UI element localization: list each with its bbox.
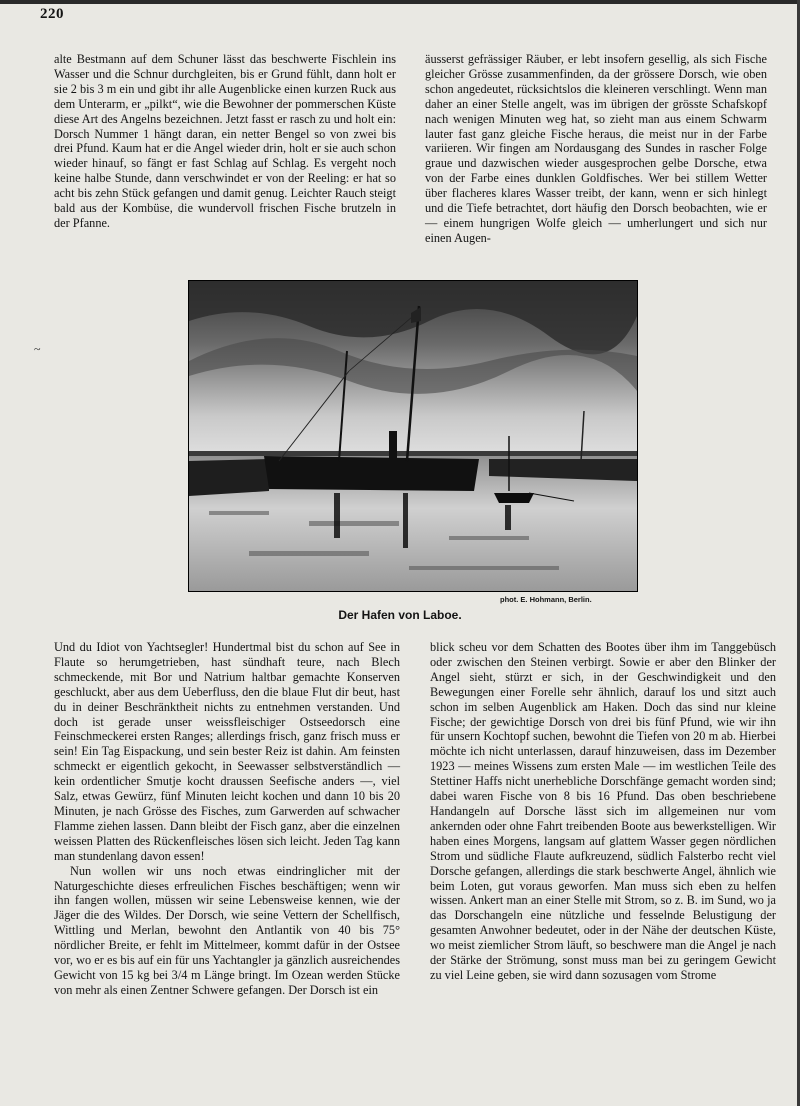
page-number: 220 <box>40 6 64 22</box>
column-bottom-right <box>430 640 776 983</box>
photo-caption: Der Hafen von Laboe. <box>338 608 462 622</box>
column-top-right <box>425 52 767 246</box>
scan-edge-top <box>0 0 800 4</box>
column-top-left <box>54 52 396 231</box>
paragraph: Nun wollen wir uns noch etwas eindringlicher mit der Naturgeschichte dieses erfreulichen Fisches beschäftigen; wenn wir ihn fangen wollen, müssen wir seine Lebensweise kennen, wie der Jäger die des Wildes. Der Dorsch, wie seine Vettern der Schellfisch, Wittling und Merlan, bewohnt den Antlantik von 40 bis 75° nördlicher Breite, er fehlt im Mittelmeer, kommt dafür in der Ostsee vor, wo er es bis auf ein für uns Yachtangler ja gänzlich ausreichendes Gewicht von 15 kg bei 3/4 m Länge bringt. Im Ozean werden Stücke von mehr als einen Zentner Schwere gefangen. Der Dorsch ist ein <box>54 863 400 997</box>
photo-credit: phot. E. Hohmann, Berlin. <box>500 595 592 604</box>
column-bottom-left <box>54 640 400 998</box>
harbor-photo <box>188 280 638 592</box>
print-speck: ~ <box>34 342 41 356</box>
paragraph: äusserst gefrässiger Räuber, er lebt insofern gesellig, als sich Fische gleicher Grösse zusammenfinden, da der grössere Dorsch, wie oben schon angedeutet, rücksichtslos die kleineren verschlingt. Wenn man daher an einer Stelle angelt, was im übrigen der grösste Schafskopf nach wenigen Minuten weg hat, so zieht man aus einem Schwarm lauter fast ganz gleiche Fische heraus, die meist nur in der Farbe variieren. Wir fingen am Nordausgang des Sundes in rascher Folge graue und dazwischen wieder ausgesprochen gelbe Dorsche, etwa von der Farbe eines dunklen Goldfisches. Wer bei stillem Wetter über flacheres klares Wasser treibt, der kann, wenn er sich hinlegt und die Tiefe betrachtet, dort häufig den Dorsch beobachten, wie er — einem hungrigen Wolfe gleich — umherlungert und sich nur einen Augen- <box>425 52 767 245</box>
paragraph: blick scheu vor dem Schatten des Bootes über ihm im Tanggebüsch oder zwischen den Steinen verbirgt. Sowie er aber den Blinker der Angel sieht, stürzt er sich, in der Geschwindigkeit und den Bewegungen einer Forelle sehr ähnlich, darauf los und sitzt auch schon im selben Augenblick am Haken. Doch das sind nur kleine Fische; der gewichtige Dorsch von drei bis fünf Pfund, wie wir ihn für unsern Kochtopf suchen, bewohnt die Tiefen von 20 m ab. Hierbei möchte ich nicht unterlassen, darauf hinzuweisen, dass im Dezember 1923 — meines Wissens zum ersten Male — im westlichen Teile des Stettiner Haffs nicht unerhebliche Dorschfänge gemacht worden sind; dabei waren Fische von 8 bis 16 Pfund. Das oben beschriebene Handangeln auf Dorsche lässt sich im allgemeinen nur vom ankernden oder ohne Fahrt treibenden Boote aus bewerkstelligen. Wir haben eines Morgens, langsam auf glattem Wasser gegen nördlichen Strom und südliche Flaute aufkreuzend, südlich Falsterbo recht viel Dorsche gefangen, allerdings die stark beschwerte Angel, ähnlich wie beim Loten, gut voraus geworfen. Man muss sich eben zu helfen wissen. Ankert man an einer Stelle mit Strom, so z. B. im Sund, wo ja das Dorschangeln eine nützliche und fesselnde Belustigung der gesamten Anwohner bedeutet, oder in der Nähe der deutschen Küste, wo meist ziemlicher Strom läuft, so beschwere man die Angel je nach der Stärke der Strömung, sonst muss man bei zu geringem Gewicht zu viel Leine geben, sie wird dann sozusagen vom Strome <box>430 640 776 982</box>
paragraph: alte Bestmann auf dem Schuner lässt das beschwerte Fischlein ins Wasser und die Schnur durchgleiten, bis er Grund fühlt, dann holt er sie 2 bis 3 m ein und gibt ihr alle Augenblicke einen kurzen Ruck aus dem Unterarm, er „pilkt“, wie die Bewohner der pommerschen Küste diese Art des Angelns bezeichnen. Jetzt fasst er rasch zu und holt ein: Dorsch Nummer 1 hängt daran, ein netter Bengel so von zwei bis drei Pfund. Kaum hat er die Angel wieder drin, holt er sie auch schon wieder hinauf, so fängt er fast Schlag auf Schlag. Es vergeht noch keine halbe Stunde, dann verschwindet er von der Reeling: er hat so acht bis zehn Stück gefangen und damit genug. Leichter Rauch steigt bald aus der Kombüse, die wundervoll frischen Fische brutzeln in der Pfanne. <box>54 52 396 230</box>
paragraph: Und du Idiot von Yachtsegler! Hundertmal bist du schon auf See in Flaute so herumgetrieben, hast sündhaft teure, nach Blech schmeckende, mit Bor und Natrium haltbar gemachte Konserven geschluckt, aber aus dem Ueberfluss, den die blaue Flut dir beut, hast du in deiner Beschränktheit nichts zu entnehmen verstanden. Und doch ist gerade unser weissfleischiger Ostseedorsch eine Feinschmeckerei ersten Ranges; allerdings frisch, ganz frisch muss er sein! Ein Tag Eispackung, und sein bester Reiz ist dahin. Am feinsten schmeckt er eigentlich gekocht, in Seewasser selbstverständlich — kein ordentlicher Smutje kocht draussen Seefische anders —, viel Salz, etwas Gewürz, fünf Minuten leicht kochen und dann 10 bis 20 Minuten, je nach Grösse des Fisches, zum Garwerden auf schwacher Flamme ziehen lassen. Dann bleibt der Fisch ganz, aber die einzelnen weissen Platten des Rückenfleisches lösen sich leicht. Jeden Tag kann man stundenlang davon essen! <box>54 640 400 863</box>
